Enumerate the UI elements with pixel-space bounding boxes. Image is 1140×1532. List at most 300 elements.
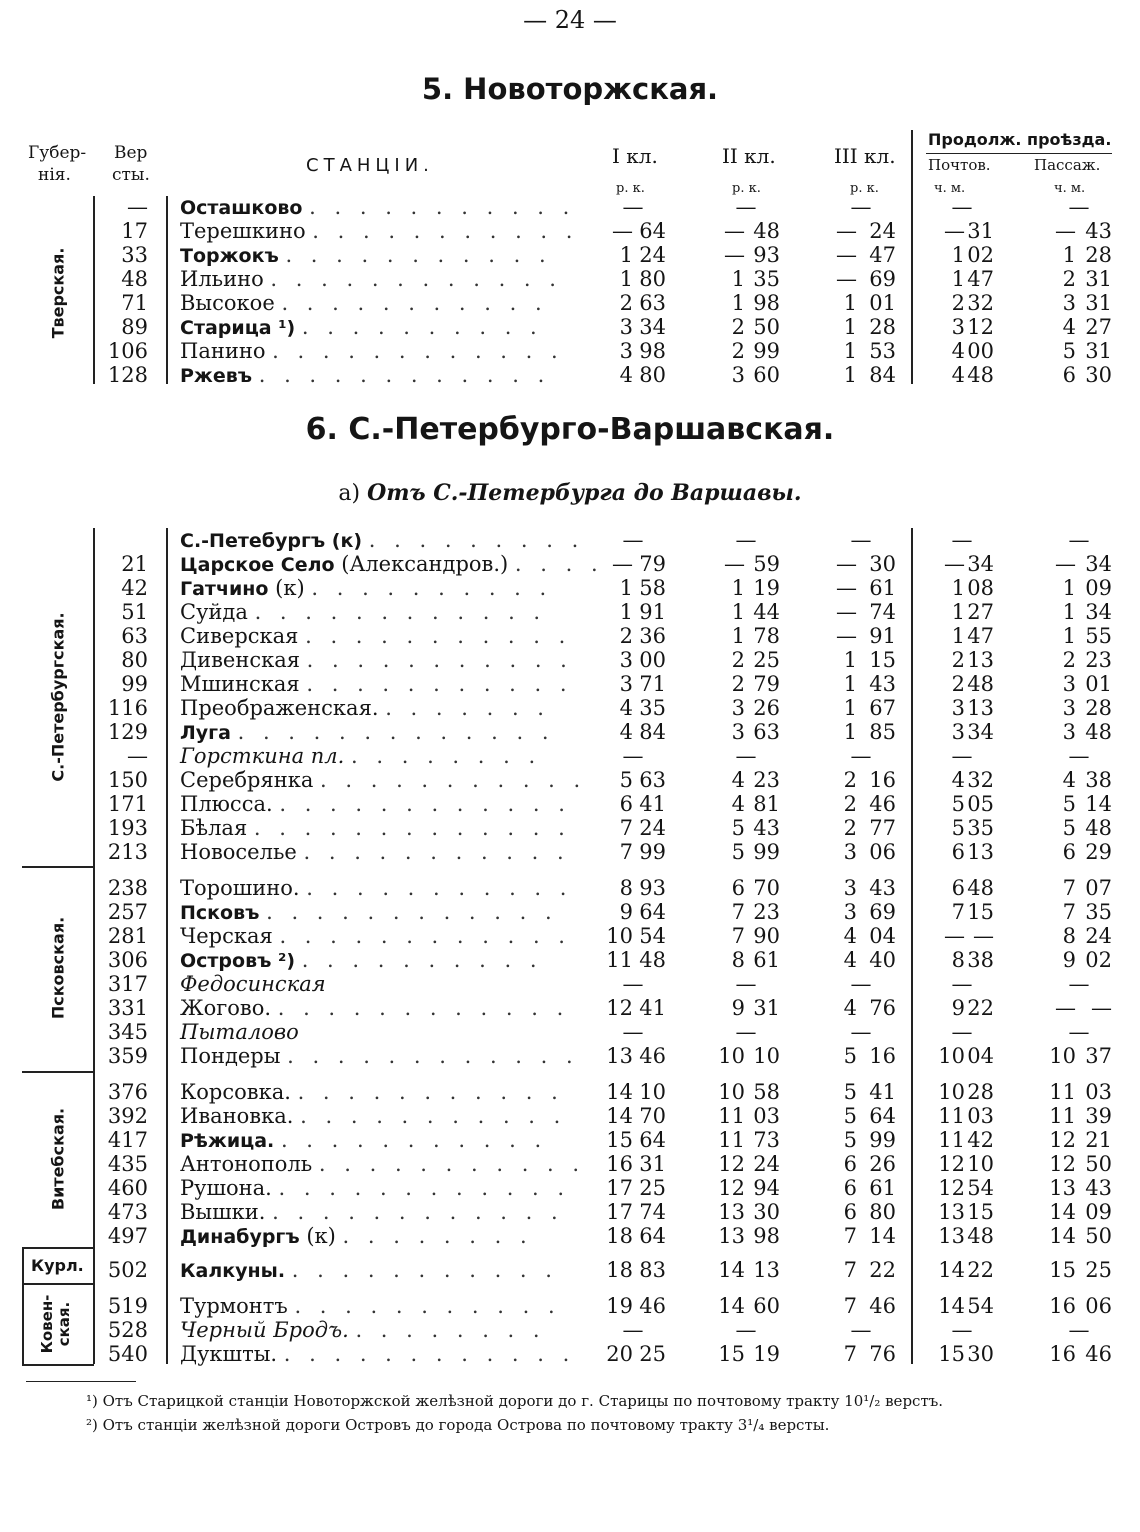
empty-cell: — [735, 1020, 757, 1044]
rub-cell-4: 1 [951, 267, 965, 291]
rub-cell-3: 3 [843, 840, 857, 864]
station-name: Антонополь [180, 1152, 313, 1176]
rub-cell-2: 8 [731, 948, 745, 972]
empty-cell: — [622, 972, 644, 996]
rub-cell-5: — [1055, 996, 1076, 1020]
gov-vitebsk: Витебская. [48, 1107, 68, 1211]
header-gubernia-2: нія. [38, 165, 71, 185]
leader-dots: . . . . . . . . . . . . . [237, 720, 555, 744]
rub-cell-1: — [612, 219, 633, 243]
rub-cell-5: 12 [1049, 1128, 1076, 1152]
leader-dots: . . . . . . . . . . . . [266, 900, 558, 924]
empty-cell: — [951, 528, 973, 552]
kop-cell-1: 80 [639, 363, 666, 387]
verst-cell: 51 [121, 600, 148, 624]
kop-cell-2: 26 [753, 696, 780, 720]
rub-cell-1: 1 [619, 267, 633, 291]
station-name: Вышки. [180, 1200, 266, 1224]
table-row [0, 576, 1140, 600]
rub-cell-1: 14 [606, 1080, 633, 1104]
kop-cell-2: 90 [753, 924, 780, 948]
kop-cell-5: 23 [1085, 648, 1112, 672]
rub-cell-5: 2 [1062, 648, 1076, 672]
rub-cell-5: 1 [1062, 576, 1076, 600]
station-cell [180, 744, 588, 768]
kop-cell-5: 50 [1085, 1224, 1112, 1248]
rub-cell-5: 11 [1049, 1104, 1076, 1128]
verst-cell: 528 [107, 1318, 148, 1342]
kop-cell-4: 15 [967, 1200, 994, 1224]
rub-cell-4: 4 [951, 339, 965, 363]
kop-cell-3: 61 [869, 1176, 896, 1200]
kop-cell-1: 24 [639, 243, 666, 267]
kop-cell-1: 64 [639, 1224, 666, 1248]
rub-cell-1: 11 [606, 948, 633, 972]
rub-cell-3: 1 [843, 291, 857, 315]
kop-cell-3: 47 [869, 243, 896, 267]
kop-cell-5: 09 [1085, 1200, 1112, 1224]
kop-cell-1: 34 [639, 315, 666, 339]
kop-cell-2: 78 [753, 624, 780, 648]
rub-cell-2: 10 [718, 1080, 745, 1104]
kop-cell-2: 58 [753, 1080, 780, 1104]
rub-cell-1: 6 [619, 792, 633, 816]
rub-cell-1: 16 [606, 1152, 633, 1176]
table-row [0, 1294, 1140, 1318]
station-cell [180, 552, 604, 576]
empty-cell: — [1068, 195, 1090, 219]
rub-cell-3: 1 [843, 363, 857, 387]
rub-cell-2: 12 [718, 1152, 745, 1176]
rub-cell-5: 7 [1062, 900, 1076, 924]
header-class-2: II кл. [722, 144, 776, 168]
rub-cell-1: 8 [619, 876, 633, 900]
rub-cell-3: — [836, 600, 857, 624]
table-row [0, 624, 1140, 648]
rub-cell-5: — [1055, 219, 1076, 243]
kop-cell-5: 31 [1085, 291, 1112, 315]
rub-cell-3: — [836, 219, 857, 243]
leader-dots: . . . . . . . . . . . [281, 291, 548, 315]
rub-cell-2: 1 [731, 291, 745, 315]
kop-cell-5: 28 [1085, 696, 1112, 720]
rub-cell-2: 6 [731, 876, 745, 900]
table-row [0, 219, 1140, 243]
rub-cell-2: — [724, 243, 745, 267]
station-cell [180, 792, 588, 816]
rub-cell-5: 5 [1062, 816, 1076, 840]
leader-dots: . . . . . . . . . . . . [258, 363, 551, 387]
kop-cell-4: 13 [967, 840, 994, 864]
kop-cell-5: — [1091, 996, 1112, 1020]
table-row [0, 339, 1140, 363]
kop-cell-3: 84 [869, 363, 896, 387]
rub-cell-1: 12 [606, 996, 633, 1020]
station-cell [180, 339, 588, 363]
rub-cell-3: — [836, 267, 857, 291]
rub-cell-5: 10 [1049, 1044, 1076, 1068]
kop-cell-3: 40 [869, 948, 896, 972]
leader-dots: . . . . . . . . . . . [297, 1080, 564, 1104]
table-row [0, 1258, 1140, 1282]
kop-cell-3: 16 [869, 1044, 896, 1068]
kop-cell-2: 61 [753, 948, 780, 972]
station-name: Калкуны. [180, 1260, 286, 1282]
verst-cell: 317 [107, 972, 148, 996]
kop-cell-3: 53 [869, 339, 896, 363]
kop-cell-5: 27 [1085, 315, 1112, 339]
kop-cell-5: 02 [1085, 948, 1112, 972]
rub-cell-4: 11 [938, 1104, 965, 1128]
kop-cell-3: 76 [869, 996, 896, 1020]
station-name: Бѣлая [180, 816, 248, 840]
leader-dots: . . . . . . . . . . . [291, 1258, 558, 1282]
leader-dots: . . . . . . . . [351, 744, 542, 768]
station-cell [180, 243, 588, 267]
verst-cell: 128 [107, 363, 148, 387]
kop-cell-2: 79 [753, 672, 780, 696]
station-name: Федосинская [180, 972, 326, 996]
header-stations: СТАНЦІИ. [306, 155, 434, 176]
rub-cell-1: 13 [606, 1044, 633, 1068]
empty-cell: — [850, 744, 872, 768]
kop-cell-2: 13 [753, 1258, 780, 1282]
rub-cell-1: 2 [619, 624, 633, 648]
rub-cell-3: 5 [843, 1044, 857, 1068]
rub-cell-5: 7 [1062, 876, 1076, 900]
kop-cell-2: 99 [753, 339, 780, 363]
kop-cell-4: 22 [967, 996, 994, 1020]
rub-cell-3: 7 [843, 1258, 857, 1282]
kop-cell-2: 81 [753, 792, 780, 816]
kop-cell-3: 64 [869, 1104, 896, 1128]
table-row [0, 972, 1140, 996]
station-name: Суйда [180, 600, 248, 624]
station-name: Дукшты. [180, 1342, 278, 1366]
rub-cell-3: 1 [843, 720, 857, 744]
rub-cell-2: 11 [718, 1128, 745, 1152]
kop-cell-2: 03 [753, 1104, 780, 1128]
rub-cell-4: 1 [951, 576, 965, 600]
rub-cell-3: 4 [843, 924, 857, 948]
header-hm-1: ч. м. [934, 181, 966, 196]
kop-cell-2: 31 [753, 996, 780, 1020]
station-name: Псковъ [180, 902, 260, 924]
station-name: Динабургъ [180, 1226, 300, 1248]
rub-cell-2: 7 [731, 900, 745, 924]
rub-cell-4: 14 [938, 1258, 965, 1282]
rub-cell-3: 3 [843, 876, 857, 900]
verst-cell: 89 [121, 315, 148, 339]
empty-cell: — [850, 528, 872, 552]
empty-cell: — [1068, 744, 1090, 768]
rub-cell-5: 6 [1062, 840, 1076, 864]
station-name: Терешкино [180, 219, 306, 243]
rub-cell-2: 2 [731, 339, 745, 363]
leader-dots: . . . . . . . . . . . . [279, 924, 571, 948]
station-name: Горсткина пл. [180, 744, 345, 768]
empty-cell: — [622, 195, 644, 219]
station-cell [180, 267, 588, 291]
empty-cell: — [622, 744, 644, 768]
table-row [0, 195, 1140, 219]
rub-cell-1: 3 [619, 315, 633, 339]
rub-cell-1: 15 [606, 1128, 633, 1152]
kop-cell-3: 46 [869, 1294, 896, 1318]
kop-cell-2: 98 [753, 1224, 780, 1248]
table-row [0, 648, 1140, 672]
kop-cell-3: 69 [869, 267, 896, 291]
kop-cell-5: 03 [1085, 1080, 1112, 1104]
kop-cell-2: 60 [753, 363, 780, 387]
kop-cell-5: 28 [1085, 243, 1112, 267]
table-row [0, 552, 1140, 576]
station-cell [180, 1128, 588, 1152]
kop-cell-4: 48 [967, 363, 994, 387]
kop-cell-5: 37 [1085, 1044, 1112, 1068]
kop-cell-3: 22 [869, 1258, 896, 1282]
kop-cell-4: 34 [967, 552, 994, 576]
table-row [0, 243, 1140, 267]
table-row [0, 876, 1140, 900]
kop-cell-4: 54 [967, 1176, 994, 1200]
kop-cell-1: 54 [639, 924, 666, 948]
leader-dots: . . . . . . . . . . . [312, 219, 579, 243]
empty-cell: — [951, 1020, 973, 1044]
table-row [0, 1104, 1140, 1128]
station-cell [180, 363, 588, 387]
rub-cell-2: 13 [718, 1224, 745, 1248]
station-name: Сиверская [180, 624, 299, 648]
kop-cell-5: 34 [1085, 552, 1112, 576]
rub-cell-5: 16 [1049, 1342, 1076, 1366]
kop-cell-2: 25 [753, 648, 780, 672]
rub-cell-5: 3 [1062, 696, 1076, 720]
rub-cell-2: 4 [731, 768, 745, 792]
kop-cell-4: 47 [967, 624, 994, 648]
header-postal: Почтов. [928, 156, 991, 174]
rub-cell-4: 6 [951, 876, 965, 900]
station-cell [180, 672, 588, 696]
verst-cell: 392 [107, 1104, 148, 1128]
station-name: Турмонтъ [180, 1294, 288, 1318]
station-cell [180, 1342, 588, 1366]
kop-cell-3: 04 [869, 924, 896, 948]
kop-cell-1: 74 [639, 1200, 666, 1224]
leader-dots: . . . . . . . . . . . [305, 624, 572, 648]
verst-cell: 21 [121, 552, 148, 576]
kop-cell-1: 71 [639, 672, 666, 696]
kop-cell-3: 24 [869, 219, 896, 243]
header-duration: Продолж. проѣзда. [928, 130, 1112, 149]
rub-cell-5: 3 [1062, 720, 1076, 744]
rub-cell-1: 3 [619, 339, 633, 363]
rub-cell-3: 3 [843, 900, 857, 924]
kop-cell-2: 48 [753, 219, 780, 243]
table-row [0, 816, 1140, 840]
station-cell [180, 219, 588, 243]
empty-cell: — [850, 1020, 872, 1044]
kop-cell-5: 09 [1085, 576, 1112, 600]
station-name: Мшинская [180, 672, 300, 696]
rub-cell-1: 2 [619, 291, 633, 315]
station-cell [180, 291, 588, 315]
kop-cell-1: 63 [639, 768, 666, 792]
section-title-novotorzhskaya: 5. Новоторжская. [421, 72, 719, 106]
verst-cell: 71 [121, 291, 148, 315]
station-name: Островъ ²) [180, 950, 296, 972]
kop-cell-1: 24 [639, 816, 666, 840]
kop-cell-4: 13 [967, 696, 994, 720]
rub-cell-2: 3 [731, 720, 745, 744]
header-verst: Вер [114, 143, 148, 163]
kop-cell-1: 63 [639, 291, 666, 315]
station-cell [180, 1318, 588, 1342]
rub-cell-1: 3 [619, 648, 633, 672]
empty-cell: — [735, 744, 757, 768]
kop-cell-4: 03 [967, 1104, 994, 1128]
header-class-3: III кл. [834, 144, 896, 168]
station-name: Рѣжица. [180, 1130, 275, 1152]
rub-cell-3: — [836, 243, 857, 267]
rub-cell-2: 15 [718, 1342, 745, 1366]
leader-dots: . . . . . . . . . . . [303, 840, 570, 864]
rub-cell-2: 3 [731, 696, 745, 720]
rub-cell-1: 1 [619, 600, 633, 624]
rub-cell-4: 14 [938, 1294, 965, 1318]
rub-cell-5: 1 [1062, 600, 1076, 624]
leader-dots: . . . . . . . . . . . . [287, 1044, 579, 1068]
rub-cell-3: 4 [843, 948, 857, 972]
station-cell [180, 1020, 588, 1044]
kop-cell-2: 59 [753, 552, 780, 576]
station-name: Пондеры [180, 1044, 281, 1068]
rub-cell-1: 20 [606, 1342, 633, 1366]
station-cell [180, 1200, 588, 1224]
leader-dots: . . . . . . . . . . . [306, 672, 573, 696]
empty-cell: — [622, 528, 644, 552]
station-name: Плюсса. [180, 792, 273, 816]
kop-cell-4: 38 [967, 948, 994, 972]
station-cell [180, 972, 588, 996]
rub-cell-1: 17 [606, 1200, 633, 1224]
verst-cell: 331 [107, 996, 148, 1020]
rub-cell-4: 15 [938, 1342, 965, 1366]
rub-cell-5: 15 [1049, 1258, 1076, 1282]
kop-cell-4: 47 [967, 267, 994, 291]
rub-cell-3: — [836, 576, 857, 600]
empty-cell: — [735, 972, 757, 996]
kop-cell-2: 94 [753, 1176, 780, 1200]
leader-dots: . . . . . . . . [342, 1224, 533, 1248]
kop-cell-2: 98 [753, 291, 780, 315]
section-title-spb-warsaw: 6. С.-Петербурго-Варшавская. [305, 412, 835, 447]
leader-dots: . . . . . . . . . . . [320, 768, 587, 792]
kop-cell-4: 10 [967, 1152, 994, 1176]
rub-cell-4: 1 [951, 624, 965, 648]
verst-cell: 473 [107, 1200, 148, 1224]
leader-dots: . . . . . . . . . . [301, 315, 543, 339]
verst-cell: 150 [107, 768, 148, 792]
kop-cell-3: 77 [869, 816, 896, 840]
rub-cell-2: 5 [731, 840, 745, 864]
section-subtitle [0, 480, 1140, 506]
gov-pskov: Псковская. [48, 916, 68, 1020]
gov-koven-2: ская. [55, 1301, 73, 1347]
kop-cell-2: 30 [753, 1200, 780, 1224]
empty-cell: — [735, 195, 757, 219]
station-name: Черская [180, 924, 273, 948]
empty-cell: — [735, 1318, 757, 1342]
kop-cell-5: 06 [1085, 1294, 1112, 1318]
rub-cell-4: 4 [951, 363, 965, 387]
kop-cell-5: 35 [1085, 900, 1112, 924]
rub-cell-4: 5 [951, 792, 965, 816]
kop-cell-1: 84 [639, 720, 666, 744]
rub-cell-3: 6 [843, 1200, 857, 1224]
station-name: Царское Село [180, 554, 335, 576]
table-row [0, 600, 1140, 624]
kop-cell-1: 46 [639, 1294, 666, 1318]
rub-cell-1: 1 [619, 243, 633, 267]
kop-cell-2: 10 [753, 1044, 780, 1068]
rub-cell-2: 1 [731, 576, 745, 600]
rub-cell-4: 8 [951, 948, 965, 972]
kop-cell-2: 23 [753, 768, 780, 792]
rub-cell-5: 9 [1062, 948, 1076, 972]
kop-cell-1: 36 [639, 624, 666, 648]
rub-cell-3: 1 [843, 672, 857, 696]
table-row [0, 744, 1140, 768]
verst-cell: 17 [121, 219, 148, 243]
station-cell [180, 720, 588, 744]
kop-cell-2: 60 [753, 1294, 780, 1318]
rub-cell-1: 18 [606, 1224, 633, 1248]
gov-spb: С.-Петербургская. [48, 612, 68, 782]
kop-cell-1: 98 [639, 339, 666, 363]
rub-cell-5: 12 [1049, 1152, 1076, 1176]
leader-dots: . . . . . . . . . . . . [277, 996, 570, 1020]
station-cell [180, 1104, 588, 1128]
table-row [0, 267, 1140, 291]
rub-cell-1: 3 [619, 672, 633, 696]
kop-cell-1: 25 [639, 1176, 666, 1200]
verst-cell: 540 [107, 1342, 148, 1366]
kop-cell-4: 32 [967, 768, 994, 792]
station-name: Высокое [180, 291, 275, 315]
rub-cell-2: 2 [731, 648, 745, 672]
kop-cell-3: 74 [869, 600, 896, 624]
footnote-1: ¹) Отъ Старицкой станціи Новоторжской желѣзной дороги до г. Старицы по почтовому тракту 10¹/₂ верстъ. [86, 1392, 944, 1410]
kop-cell-1: 79 [639, 552, 666, 576]
kop-cell-1: 93 [639, 876, 666, 900]
station-cell [180, 195, 588, 219]
kop-cell-3: 01 [869, 291, 896, 315]
rub-cell-5: 5 [1062, 792, 1076, 816]
leader-dots: . . . . . . . . . . . . [283, 1342, 576, 1366]
table-row [0, 720, 1140, 744]
kop-cell-4: 04 [967, 1044, 994, 1068]
kop-cell-2: 23 [753, 900, 780, 924]
rub-cell-5: 2 [1062, 267, 1076, 291]
table-row [0, 291, 1140, 315]
kop-cell-4: 48 [967, 876, 994, 900]
kop-cell-5: 38 [1085, 768, 1112, 792]
rub-cell-4: 3 [951, 720, 965, 744]
rub-cell-3: 2 [843, 816, 857, 840]
kop-cell-5: 43 [1085, 1176, 1112, 1200]
verst-cell: 519 [107, 1294, 148, 1318]
